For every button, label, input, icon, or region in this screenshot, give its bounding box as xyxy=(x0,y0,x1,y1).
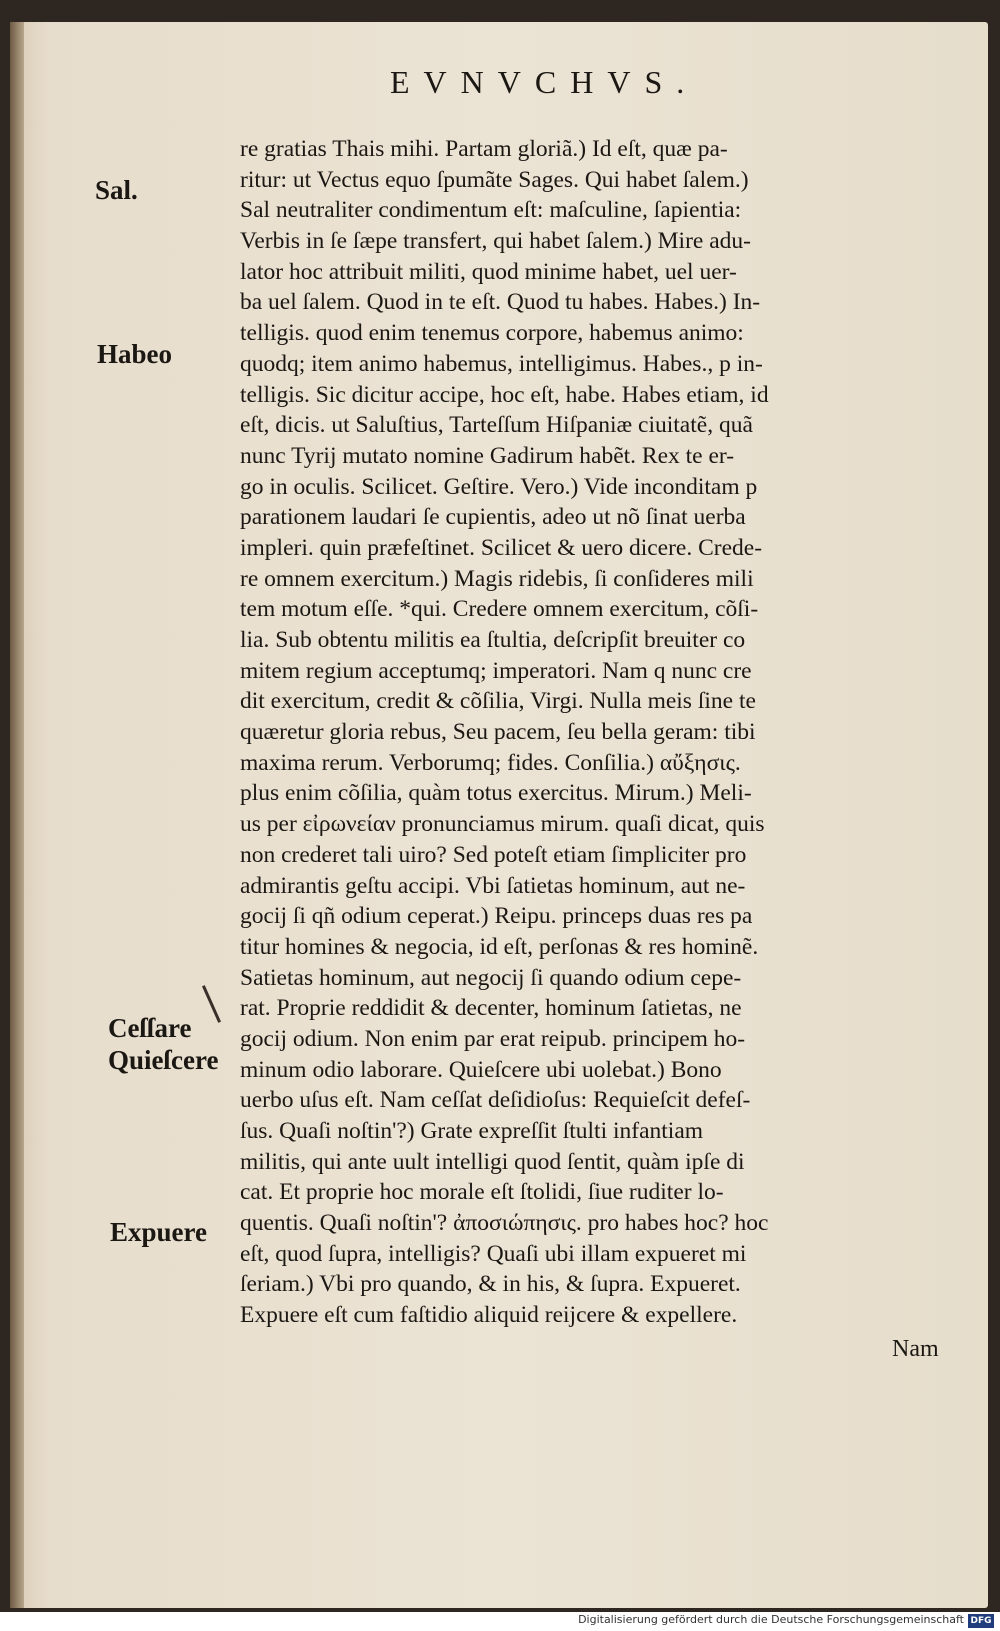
text-line: plus enim cõſilia, quàm totus exercitus. Mirum.) Meli- xyxy=(240,780,752,807)
running-head: EVNVCHVS. xyxy=(390,64,699,100)
text-line: quentis. Quaſi noſtin'? ἀποσιώπησις. pro habes hoc? hoc xyxy=(240,1210,769,1237)
text-line: parationem laudari ſe cupientis, adeo ut nõ ſinat uerba xyxy=(240,504,746,531)
text-line: cat. Et proprie hoc morale eſt ſtolidi, ſiue ruditer lo- xyxy=(240,1179,724,1206)
text-line: Verbis in ſe ſæpe transfert, qui habet ſalem.) Mire adu- xyxy=(240,228,751,255)
text-line: re gratias Thais mihi. Partam gloriã.) Id eſt, quæ pa- xyxy=(240,136,728,162)
footer-bar xyxy=(0,1612,1000,1631)
text-line: Satietas hominum, aut negocij ſi quando odium cepe- xyxy=(240,964,742,991)
text-line: gocij ſi qñ odium ceperat.) Reipu. princeps duas res pa xyxy=(240,903,753,930)
margin-note-habeo: Habeo xyxy=(97,339,173,369)
text-line: gocij odium. Non enim par erat reipub. principem ho- xyxy=(240,1025,746,1052)
text-line: lator hoc attribuit militi, quod minime habet, uel uer- xyxy=(240,258,737,285)
text-line: rat. Proprie reddidit & decenter, hominum ſatietas, ne xyxy=(240,995,742,1022)
text-line: quæretur gloria rebus, Seu pacem, ſeu bella geram: tibi xyxy=(240,719,756,746)
text-line: dit exercitum, credit & cõſilia, Virgi. Nulla meis ſine te xyxy=(240,688,756,715)
text-line: minum odio laborare. Quieſcere ubi uolebat.) Bono xyxy=(240,1056,722,1083)
text-line: quodq; item animo habemus, intelligimus. Habes., p in- xyxy=(240,350,763,377)
margin-note-sal: Sal. xyxy=(95,175,138,205)
text-line: titur homines & negocia, id eſt, perſonas & res hominẽ. xyxy=(240,933,759,960)
text-line: ritur: ut Vectus equo ſpumãte Sages. Qui habet ſalem.) xyxy=(240,166,749,193)
text-line: tem motum eſſe. *qui. Credere omnem exercitum, cõſi- xyxy=(240,596,759,623)
text-line: ba uel ſalem. Quod in te eſt. Quod tu habes. Habes.) In- xyxy=(240,289,761,316)
text-line: re omnem exercitum.) Magis ridebis, ſi conſideres mili xyxy=(240,565,754,592)
text-line: go in oculis. Scilicet. Geſtire. Vero.) Vide inconditam p xyxy=(240,473,758,500)
dfg-logo-icon: DFG xyxy=(968,1614,994,1628)
text-line: non crederet tali uiro? Sed poteſt etiam ſimpliciter pro xyxy=(240,841,747,868)
text-line: nunc Tyrij mutato nomine Gadirum habẽt. Rex te er- xyxy=(240,442,735,469)
text-line: ſeriam.) Vbi pro quando, & in his, & ſupra. Expueret. xyxy=(240,1271,741,1298)
text-line: eſt, dicis. ut Saluſtius, Tarteſſum Hiſpaniæ ciuitatẽ, quã xyxy=(240,412,753,439)
margin-note-cessare: Ceſſare xyxy=(108,1013,192,1043)
margin-note-quiescere: Quieſcere xyxy=(108,1045,219,1075)
page-gutter xyxy=(10,22,24,1608)
text-line: lia. Sub obtentu militis ea ſtultia, deſcripſit breuiter co xyxy=(240,627,746,653)
main-text-block xyxy=(240,134,970,1331)
text-line: ſus. Quaſi noſtin'?) Grate expreſſit ſtulti infantiam xyxy=(240,1118,704,1144)
text-line: eſt, quod ſupra, intelligis? Quaſi ubi illam expueret mi xyxy=(240,1240,747,1267)
text-line: telligis. Sic dicitur accipe, hoc eſt, habe. Habes etiam, id xyxy=(240,381,769,408)
text-line: uerbo uſus eſt. Nam ceſſat deſidioſus: Requieſcit defeſ- xyxy=(240,1087,751,1114)
text-line: maxima rerum. Verborumq; fides. Conſilia.) αὔξησις. xyxy=(240,749,741,776)
text-line: impleri. quin præfeſtinet. Scilicet & uero dicere. Crede- xyxy=(240,534,763,561)
text-line: telligis. quod enim tenemus corpore, habemus animo: xyxy=(240,320,744,347)
text-line: Sal neutraliter condimentum eſt: maſculine, ſapientia: xyxy=(240,197,742,224)
margin-note-expuere: Expuere xyxy=(110,1217,208,1247)
text-line: us per εἰρωνείαν pronunciamus mirum. quaſi dicat, quis xyxy=(240,811,765,838)
text-line: Expuere eſt cum faſtidio aliquid reijcere & expellere. xyxy=(240,1302,738,1329)
text-line: militis, qui ante uult intelligi quod ſentit, quàm ipſe di xyxy=(240,1148,745,1175)
footer-credit: Digitalisierung gefördert durch die Deutsche Forschungsgemeinschaft xyxy=(578,1613,964,1626)
catchword: Nam xyxy=(892,1336,939,1362)
text-line: admirantis geſtu accipi. Vbi ſatietas hominum, aut ne- xyxy=(240,872,746,899)
text-line: mitem regium acceptumq; imperatori. Nam q nunc cre xyxy=(240,657,752,684)
